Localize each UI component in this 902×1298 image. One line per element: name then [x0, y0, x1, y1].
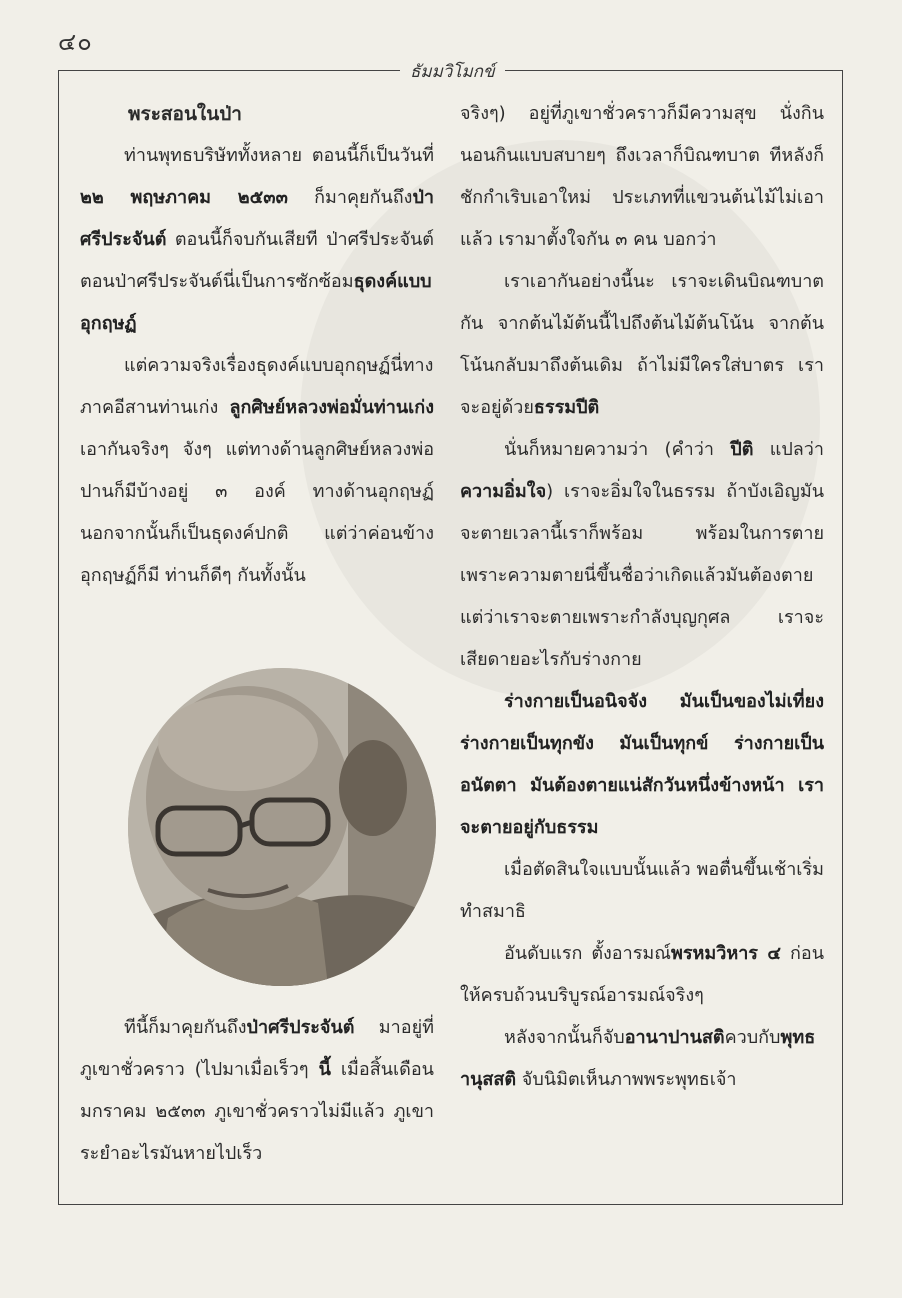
page-number: ๔๐	[58, 28, 93, 56]
paragraph	[460, 429, 824, 681]
bold-text-run: พรหมวิหาร ๔	[670, 943, 782, 964]
text-run: แต่ความจริงเรื่องธุดงค์แบบอุกฤษฏ์นี่ทางภาคอีสานท่านเก่ง	[80, 355, 434, 418]
right-column	[460, 93, 824, 1101]
bold-text-run: ป่าศรีประจันต์	[80, 187, 434, 250]
paragraph	[80, 1007, 434, 1175]
section-title: พระสอนในป่า	[128, 103, 242, 125]
monk-photo	[128, 668, 436, 986]
text-run: ก่อน ให้ครบถ้วนบริบูรณ์อารมณ์จริงๆ	[460, 943, 824, 1006]
paragraph	[460, 933, 824, 1017]
left-column-top	[80, 93, 434, 597]
text-run: ตอนนี้ก็จบกันเสียที ป่าศรีประจันต์ ตอนป่าศรีประจันต์นี่เป็นการซักซ้อม	[80, 229, 434, 292]
left-top-paragraphs	[80, 135, 434, 597]
text-run: เมื่อตัดสินใจแบบนั้นแล้ว พอตื่นขึ้นเช้าเริ่มทำสมาธิ	[460, 859, 824, 922]
bold-text-run: ความอิ่มใจ	[460, 481, 547, 502]
text-run: ทีนี้ก็มาคุยกันถึง	[124, 1017, 247, 1038]
bold-text-run: ปีติ	[730, 439, 754, 460]
bold-text-run: อานาปานสติ	[624, 1027, 725, 1048]
header-title: ธัมมวิโมกข์	[400, 58, 505, 85]
paragraph	[460, 849, 824, 933]
bold-text-run: พุทธานุสสติ	[460, 1027, 816, 1090]
text-run: เราเอากันอย่างนี้นะ เราจะเดินบิณฑบาตกัน จากต้นไม้ต้นนี้ไปถึงต้นไม้ต้นโน้น จากต้นโน้นกลับมาถึงต้นเดิม ถ้าไม่มีใครใส่บาตร เราจะอยู่ด้วย	[460, 271, 824, 418]
text-run: นั่นก็หมายความว่า (คำว่า	[504, 439, 731, 460]
bold-text-run: ๒๒ พฤษภาคม ๒๕๓๓	[80, 187, 288, 208]
text-run: มาอยู่ที่ภูเขาชั่วคราว (ไปมาเมื่อเร็วๆ	[80, 1017, 434, 1080]
paragraph	[460, 93, 824, 261]
paragraph	[80, 345, 434, 597]
text-run: อันดับแรก ตั้งอารมณ์	[504, 943, 671, 964]
text-run: จริงๆ) อยู่ที่ภูเขาชั่วคราวก็มีความสุข นั่งกินนอนกินแบบสบายๆ ถึงเวลาก็บิณฑบาต ทีหลังก็ชักกำเริบเอาใหม่ ประเภทที่แขวนต้นไม้ไม่เอาแล้ว เรามาตั้งใจกัน ๓ คน บอกว่า	[460, 103, 824, 250]
paragraph	[460, 1017, 824, 1101]
text-run: ท่านพุทธบริษัททั้งหลาย ตอนนี้ก็เป็นวันที่	[124, 145, 434, 166]
bold-text-run: ป่าศรีประจันต์	[246, 1017, 355, 1038]
paragraph	[80, 135, 434, 345]
text-run: ) เราจะอิ่มใจในธรรม ถ้าบังเอิญมันจะตายเวลานี้เราก็พร้อม พร้อมในการตาย เพราะความตายนี่ขึ้นชื่อว่าเกิดแล้วมันต้องตาย แต่ว่าเราจะตายเพราะกำลังบุญกุศล เราจะเสียดายอะไรกับร่างกาย	[460, 481, 824, 670]
text-run: เอากันจริงๆ จังๆ แต่ทางด้านลูกศิษย์หลวงพ่อปานก็มีบ้างอยู่ ๓ องค์ ทางด้านอุกฤษฏ์ นอกจากนั้นก็เป็นธุดงค์ปกติ แต่ว่าค่อนข้างอุกฤษฏ์ก็มี ท่านก็ดีๆ กันทั้งนั้น	[80, 439, 434, 586]
monk-portrait-image	[128, 668, 436, 986]
bold-text-run: ธรรมปีติ	[533, 397, 600, 418]
right-paragraphs	[460, 93, 824, 1101]
text-run: หลังจากนั้นก็จับ	[504, 1027, 625, 1048]
bold-text-run: ธุดงค์แบบอุกฤษฏ์	[80, 271, 432, 334]
left-bottom-paragraphs	[80, 1007, 434, 1175]
text-run: จับนิมิตเห็นภาพพระพุทธเจ้า	[516, 1069, 737, 1090]
paragraph	[460, 681, 824, 849]
text-run: ควบกับ	[724, 1027, 781, 1048]
left-column-bottom	[80, 1007, 434, 1175]
bold-text-run: นี้	[318, 1059, 331, 1080]
text-run: ก็มาคุยกันถึง	[287, 187, 413, 208]
bold-text-run: ร่างกายเป็นอนิจจัง มันเป็นของไม่เที่ยง ร่างกายเป็นทุกขัง มันเป็นทุกข์ ร่างกายเป็นอนัตตา มันต้องตายแน่สักวันหนึ่งข้างหน้า เราจะตายอยู่กับธรรม	[460, 691, 824, 838]
text-run: เมื่อสิ้นเดือนมกราคม ๒๕๓๓ ภูเขาชั่วคราวไม่มีแล้ว ภูเขาระยำอะไรมันหายไปเร็ว	[80, 1059, 434, 1164]
text-run: แปลว่า	[753, 439, 825, 460]
paragraph	[460, 261, 824, 429]
bold-text-run: ลูกศิษย์หลวงพ่อมั่นท่านเก่ง	[229, 397, 434, 418]
